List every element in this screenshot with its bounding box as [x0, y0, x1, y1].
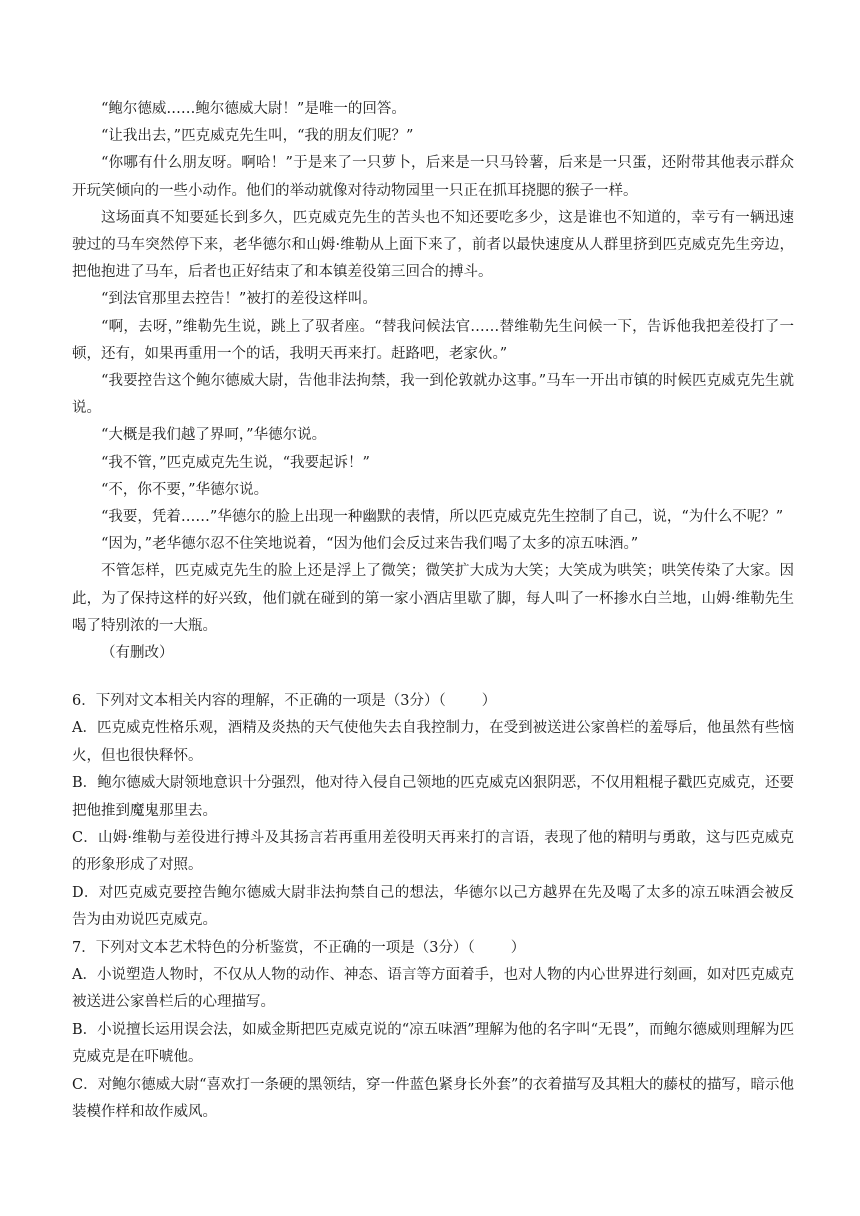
option-a: A．小说塑造人物时，不仅从人物的动作、神态、语言等方面着手，也对人物的内心世界进行刻画，如对匹克威克被送进公家兽栏后的心理描写。 [72, 967, 794, 1011]
passage-paragraph: “你哪有什么朋友呀。啊哈！”于是来了一只萝卜，后来是一只马铃薯，后来是一只蛋，还附带其他表示群众开玩笑倾向的一些小动作。他们的举动就像对待动物园里一只正在抓耳挠腮的猴子一样。 [72, 155, 794, 199]
reading-passage [72, 96, 794, 667]
passage-paragraph: “大概是我们越了界呵，”华德尔说。 [101, 427, 327, 444]
option-a: A．匹克威克性格乐观，酒精及炎热的天气使他失去自我控制力，在受到被送进公家兽栏的羞辱后，他虽然有些恼火，但也很快释怀。 [72, 720, 794, 764]
question-stem [72, 935, 794, 962]
passage-paragraph: “鲍尔德威……鲍尔德威大尉！”是唯一的回答。 [101, 101, 406, 117]
passage-paragraph: “因为，”老华德尔忍不住笑地说着，“因为他们会反过来告我们喝了太多的凉五味酒。” [101, 536, 639, 553]
passage-paragraph: “不，你不要，”华德尔说。 [101, 481, 269, 498]
option-d: D．对匹克威克要控告鲍尔德威大尉非法拘禁自己的想法，华德尔以己方越界在先及喝了太多的凉五味酒会被反告为由劝说匹克威克。 [72, 884, 794, 929]
passage-paragraph: 这场面真不知要延长到多久，匹克威克先生的苦头也不知还要吃多少，这是谁也不知道的，幸亏有一辆迅速驶过的马车突然停下来，老华德尔和山姆·维勒从上面下来了，前者以最快速度从人群里挤到匹克威克先生旁边，把他抱进了马车，后者也正好结束了和本镇差役第三回合的搏斗。 [72, 209, 794, 281]
option-b: B．鲍尔德威大尉领地意识十分强烈，他对待入侵自己领地的匹克威克凶狠阴恶，不仅用粗棍子戳匹克威克，还要把他推到魔鬼那里去。 [72, 775, 794, 819]
passage-paragraph: “我不管，”匹克威克先生说，“我要起诉！” [101, 454, 370, 471]
passage-paragraph: 不管怎样，匹克威克先生的脸上还是浮上了微笑；微笑扩大成为大笑；大笑成为哄笑；哄笑传染了大家。因此，为了保持这样的好兴致，他们就在碰到的第一家小酒店里歇了脚，每人叫了一杯掺水白兰地，山姆·维勒先生喝了特别浓的一大瓶。 [72, 563, 794, 634]
question-6 [72, 688, 794, 935]
question-stem-text: 7．下列对文本艺术特色的分析鉴赏，不正确的一项是（3分）（ [72, 939, 475, 956]
passage-paragraph: “让我出去，”匹克威克先生叫，“我的朋友们呢？” [101, 128, 414, 145]
source-credit: （有删改） [101, 645, 174, 662]
passage-paragraph: “我要控告这个鲍尔德威大尉，告他非法拘禁，我一到伦敦就办这事。”马车一开出市镇的时候匹克威克先生就说。 [72, 373, 794, 417]
option-c: C．对鲍尔德威大尉“喜欢打一条硬的黑领结，穿一件蓝色紧身长外套”的衣着描写及其粗大的藤杖的描写，暗示他装模作样和故作威风。 [72, 1076, 794, 1121]
question-stem-end: ） [510, 939, 526, 956]
question-stem [72, 688, 794, 715]
option-c: C．山姆·维勒与差役进行搏斗及其扬言若再重用差役明天再来打的言语，表现了他的精明与勇敢，这与匹克威克的形象形成了对照。 [72, 830, 794, 874]
passage-paragraph: “我要，凭着……”华德尔的脸上出现一种幽默的表情，所以匹克威克先生控制了自己，说，“为什么不呢？” [101, 509, 784, 526]
option-b: B．小说擅长运用误会法，如威金斯把匹克威克说的“凉五味酒”理解为他的名字叫“无畏”，而鲍尔德威则理解为匹克威克是在吓唬他。 [72, 1021, 794, 1066]
question-stem-end: ） [481, 693, 497, 709]
question-section [72, 688, 794, 1127]
passage-paragraph: “啊，去呀，”维勒先生说，跳上了驭者座。“替我问候法官……替维勒先生问候一下，告诉他我把差役打了一顿，还有，如果再重用一个的话，我明天再来打。赶路吧，老家伙。” [72, 318, 794, 362]
question-stem-text: 6．下列对文本相关内容的理解，不正确的一项是（3分）（ [72, 693, 446, 709]
passage-paragraph: “到法官那里去控告！”被打的差役这样叫。 [101, 291, 377, 308]
question-7 [72, 935, 794, 1127]
